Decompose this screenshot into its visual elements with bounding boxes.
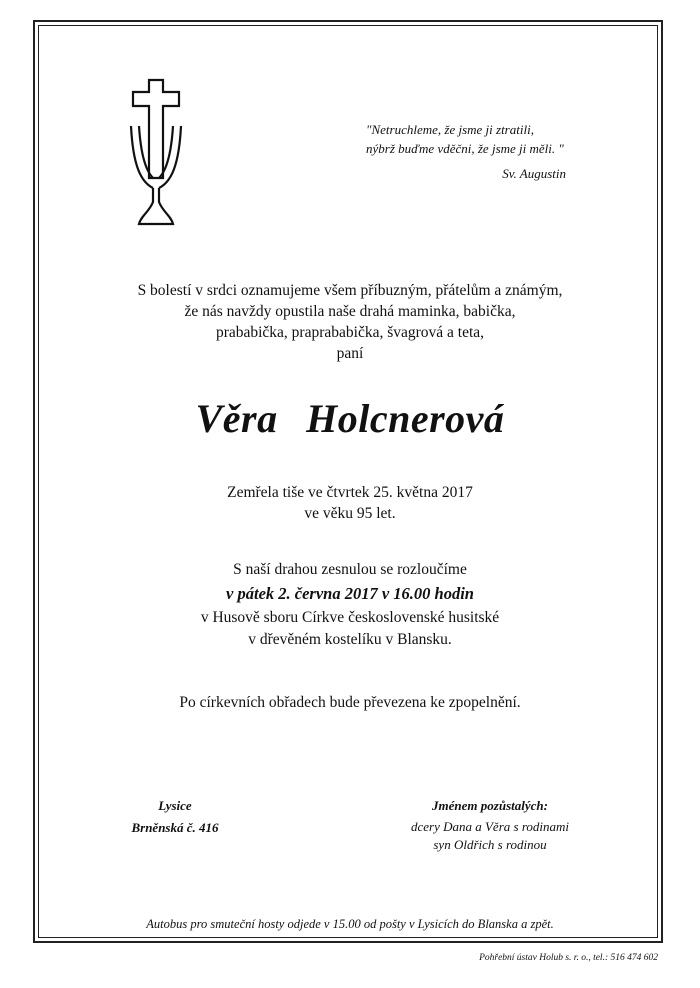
announcement-line: paní (336, 345, 364, 362)
announcement (40, 280, 660, 364)
farewell-date: v pátek 2. června 2017 v 16.00 hodin (226, 584, 474, 603)
farewell-line: S naší drahou zesnulou se rozloučíme (233, 561, 467, 578)
farewell-line: v dřevěném kostelíku v Blansku. (248, 631, 452, 648)
cross-chalice-icon (125, 78, 187, 226)
address-line: Lysice (158, 798, 192, 813)
bereaved-line: dcery Dana a Věra s rodinami (410, 819, 570, 834)
quote-line: "Netruchleme, že jsme ji ztratili, (366, 122, 534, 137)
quote-author: Sv. Augustin (502, 166, 566, 181)
announcement-line: prababička, praprababička, švagrová a teta, (215, 324, 485, 341)
death-line: ve věku 95 let. (304, 505, 396, 522)
farewell-line: v Husově sboru Církve československé husitské (200, 609, 500, 626)
bereaved-signature (370, 795, 610, 854)
death-line: Zemřela tiše ve čtvrtek 25. května 2017 (227, 484, 473, 501)
bus-note: Autobus pro smuteční hosty odjede v 15.00 od pošty v Lysicích do Blanska a zpět. (146, 917, 554, 931)
bereaved-heading: Jménem pozůstalých: (432, 798, 548, 813)
announcement-line: S bolestí v srdci oznamujeme všem příbuzným, přátelům a známým, (137, 282, 563, 299)
farewell-info (40, 559, 660, 651)
quote-block (366, 120, 626, 183)
death-info (40, 482, 660, 524)
address-line: Brněnská č. 416 (131, 820, 219, 835)
quote-line: nýbrž buďme vděčni, že jsme ji měli. " (366, 141, 564, 156)
announcement-line: že nás navždy opustila naše drahá maminka, babička, (184, 303, 516, 320)
bereaved-line: syn Oldřich s rodinou (433, 837, 547, 852)
sender-address (120, 795, 230, 839)
funeral-home-footer: Pohřební ústav Holub s. r. o., tel.: 516 474 602 (479, 953, 658, 963)
deceased-name: Věra Holcnerová (195, 396, 505, 441)
cremation-note: Po církevních obřadech bude převezena ke zpopelnění. (179, 694, 521, 711)
